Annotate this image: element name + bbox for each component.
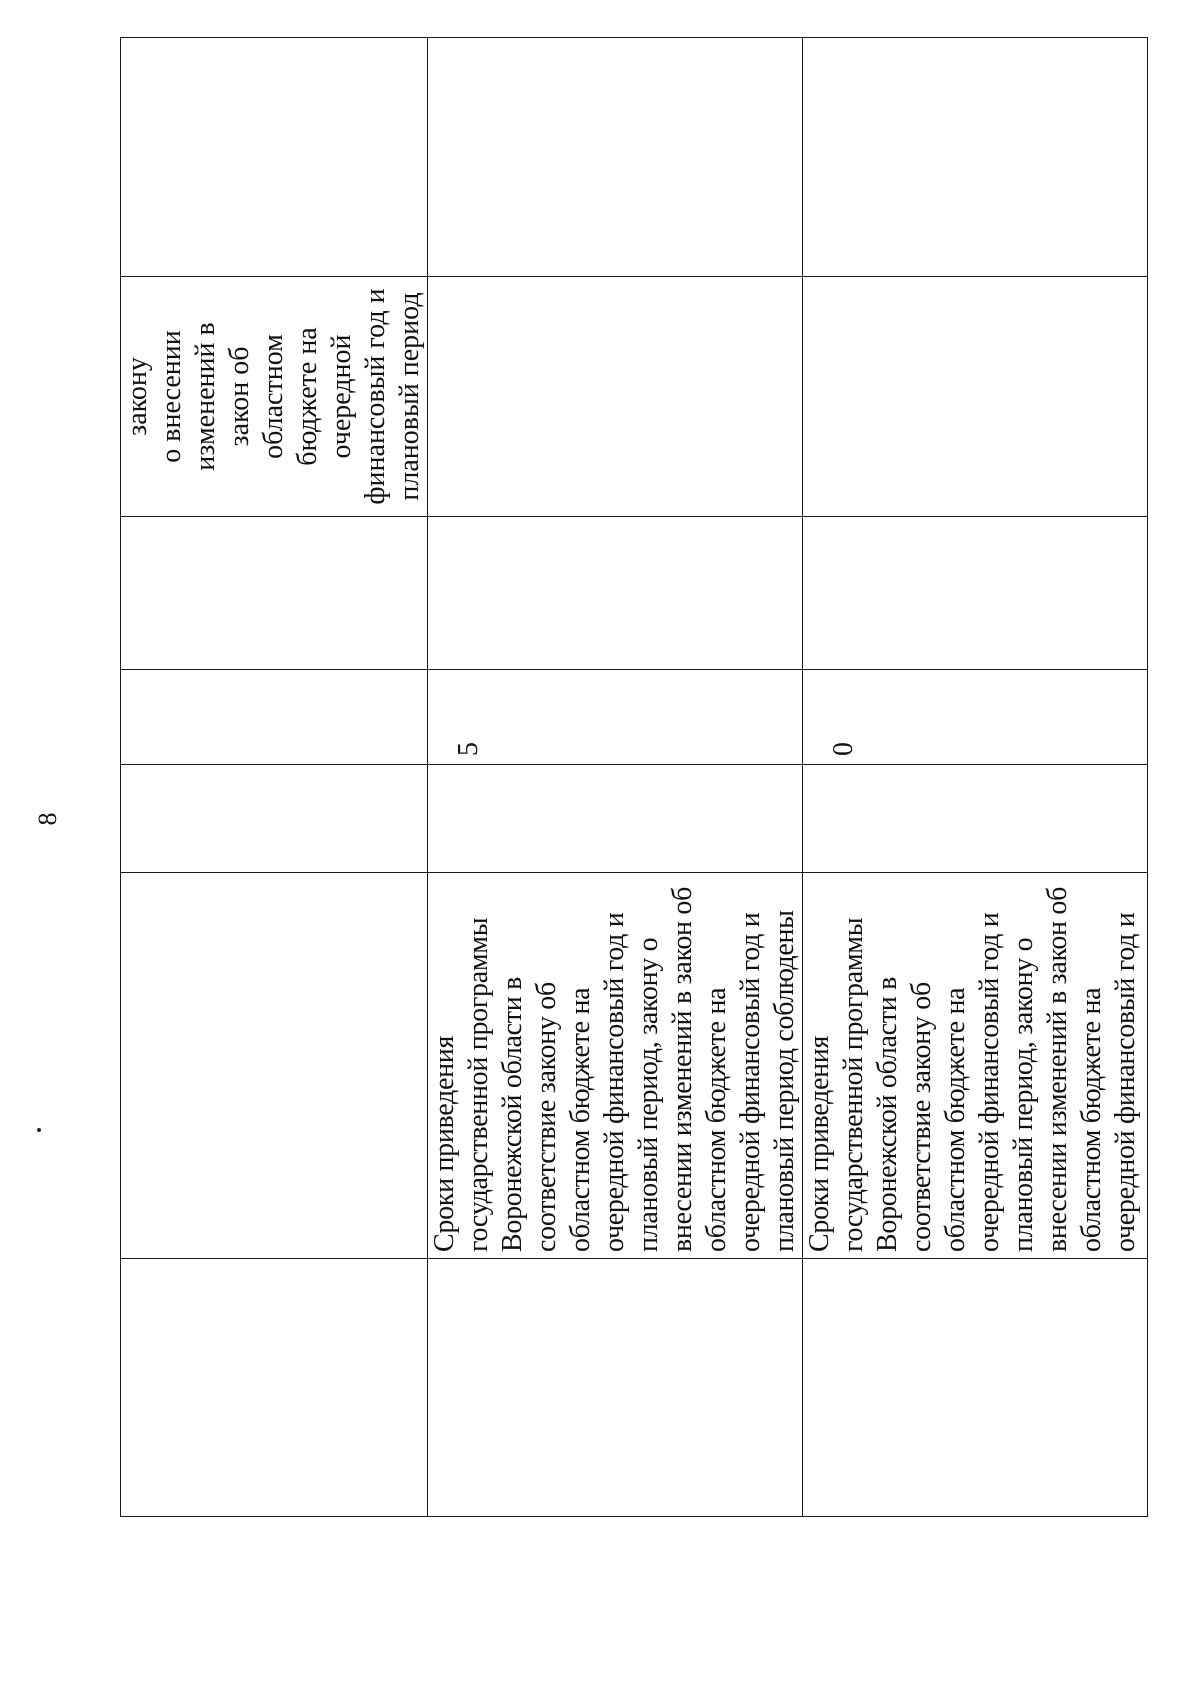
table-cell xyxy=(803,517,1148,670)
table-row xyxy=(121,38,428,1517)
table-cell xyxy=(803,277,1148,517)
table-cell xyxy=(121,517,428,670)
table-cell: 0 xyxy=(803,670,1148,765)
table-cell xyxy=(428,38,803,277)
table-row xyxy=(803,38,1148,1517)
table-cell xyxy=(121,1259,428,1517)
page-number: 8 xyxy=(33,812,62,826)
table-cell: закону о внесении изменений в закон об областном бюджете на очередной финансовый год и плановый период xyxy=(121,277,428,517)
table-cell xyxy=(428,517,803,670)
table-cell xyxy=(803,38,1148,277)
table-cell xyxy=(121,670,428,765)
table-cell xyxy=(428,277,803,517)
table-cell: Сроки приведения государственной программы Воронежской области в соответствие закону об областном бюджете на очередной финансовый год и плановый период, закону о внесении изменений в закон об областном бюджете на очередной финансовый год и xyxy=(803,873,1148,1259)
scan-artifact-dot xyxy=(37,1128,41,1132)
criteria-table xyxy=(120,37,1148,1517)
table-cell xyxy=(121,873,428,1259)
table-rotation-layer xyxy=(120,38,1141,1517)
table-cell xyxy=(428,765,803,873)
table-cell: 5 xyxy=(428,670,803,765)
table-cell xyxy=(803,765,1148,873)
table-row xyxy=(428,38,803,1517)
table-cell xyxy=(428,1259,803,1517)
table-cell xyxy=(121,38,428,277)
rotated-table-container xyxy=(120,38,1141,1517)
table-cell xyxy=(121,765,428,873)
table-cell xyxy=(803,1259,1148,1517)
table-cell: Сроки приведения государственной программы Воронежской области в соответствие закону об областном бюджете на очередной финансовый год и плановый период, закону о внесении изменений в закон об областном бюджете на очередной финансовый год и плановый период соблюдены xyxy=(428,873,803,1259)
